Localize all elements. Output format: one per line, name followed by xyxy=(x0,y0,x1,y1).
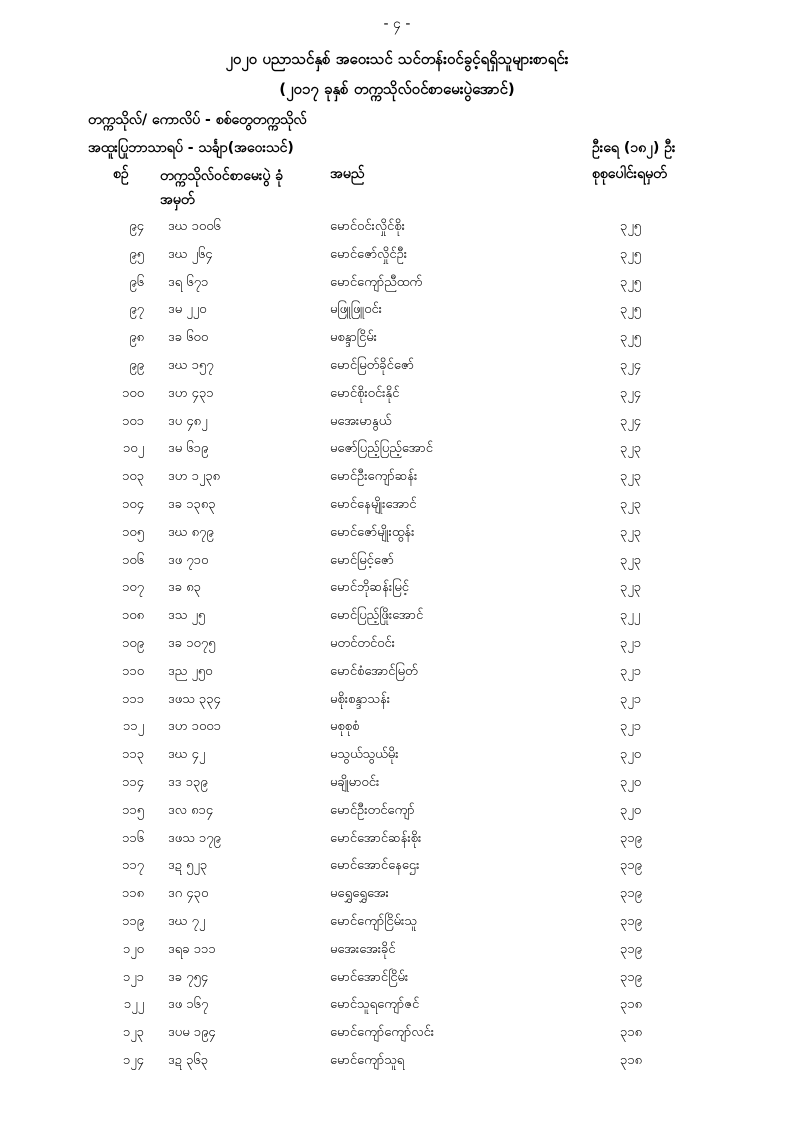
row-total-marks: ၃၂၃ xyxy=(620,552,642,568)
table-row xyxy=(0,271,794,299)
row-name: မစုစုစံ xyxy=(330,719,360,735)
row-name: မဇော်ပြည့်ပြည့်အောင် xyxy=(330,441,433,457)
row-serial-no: ၁၀၆ xyxy=(122,552,144,568)
row-name: မောင်ဦးကျော်ဆန်း xyxy=(330,469,418,485)
row-total-marks: ၃၂၃ xyxy=(620,580,642,596)
row-serial-no: ၁၀၄ xyxy=(122,496,144,512)
row-total-marks: ၃၂၁ xyxy=(620,691,642,707)
table-row xyxy=(0,910,794,938)
table-row xyxy=(0,854,794,882)
row-name: မောင်ကျော်သူရ xyxy=(330,1052,405,1068)
header-total-marks: စုစုပေါင်းရမှတ် xyxy=(592,166,667,182)
row-name: မစိုးစန္ဒာသန်း xyxy=(330,691,391,707)
row-name: မောင်ဇော်မျိုးထွန်း xyxy=(330,524,415,540)
row-total-marks: ၃၁၈ xyxy=(620,1052,643,1068)
document-title: ၂၀၂၀ ပညာသင်နှစ် အဝေးသင် သင်တန်းဝင်ခွင့်ရရှိသူများစာရင်း xyxy=(225,50,569,68)
row-name: မရွှေရွှေအေး xyxy=(330,886,389,902)
row-name: မောင်ဘိုဆန်းမြင့် xyxy=(330,580,409,596)
row-total-marks: ၃၂၁ xyxy=(620,663,642,679)
row-serial-no: ၉၆ xyxy=(129,274,144,290)
row-name: မောင်ဝင်းလှိုင်စိုး xyxy=(330,219,405,234)
row-name: မောင်ဇော်လှိုင်ဦး xyxy=(330,246,408,262)
table-row xyxy=(0,382,794,410)
table-row xyxy=(0,465,794,493)
row-total-marks: ၃၂၄ xyxy=(620,357,642,373)
row-roll-number: ဒဃ ၁၅၇ xyxy=(168,357,214,373)
table-row xyxy=(0,743,794,771)
row-name: မောင်မြင့်ဇော် xyxy=(330,552,394,568)
row-name: မောင်အောင်နေဌေး xyxy=(330,858,420,874)
row-serial-no: ၁၁၃ xyxy=(122,747,144,763)
row-total-marks: ၃၂၅ xyxy=(620,302,642,318)
row-name: မအေးမာနွယ် xyxy=(330,413,392,429)
row-total-marks: ၃၂၅ xyxy=(620,330,642,346)
row-name: မောင်သူရကျော်ဇင် xyxy=(330,997,420,1013)
row-name: မောင်ကျော်ငြိမ်းသူ xyxy=(330,913,417,929)
row-name: မစန္ဒာငြိမ်း xyxy=(330,330,377,346)
table-row xyxy=(0,966,794,994)
row-name: မတင်တင်ဝင်း xyxy=(330,635,395,651)
row-roll-number: ဒဃ ၁၀၀၆ xyxy=(168,219,221,234)
row-roll-number: ဒရ ၆၇၁ xyxy=(168,274,209,290)
table-row xyxy=(0,604,794,632)
row-serial-no: ၉၇ xyxy=(129,302,144,318)
row-roll-number: ဒဂ ၄၃၀ xyxy=(168,886,209,902)
row-roll-number: ဒဒ ၁၃၉ xyxy=(168,774,208,790)
row-serial-no: ၁၂၄ xyxy=(122,1052,144,1068)
header-name: အမည် xyxy=(330,166,365,182)
document-subtitle: (၂၀၁၇ ခုနှစ် တက္ကသိုလ်ဝင်စာမေးပွဲအောင်) xyxy=(279,80,515,98)
row-total-marks: ၃၁၈ xyxy=(620,1025,643,1041)
row-roll-number: ဒဍ ၅၂၃ xyxy=(168,858,208,874)
row-roll-number: ဒမ ၂၂၀ xyxy=(168,302,207,318)
results-table xyxy=(0,215,794,1077)
row-roll-number: ဒလ ၈၁၄ xyxy=(168,802,214,818)
row-name: မောင်ကျော်ကျော်လင်း xyxy=(330,1025,435,1041)
row-roll-number: ဒဖသ ၁၇၉ xyxy=(168,830,221,846)
row-total-marks: ၃၂၃ xyxy=(620,469,642,485)
row-serial-no: ၁၁၀ xyxy=(122,663,144,679)
table-row xyxy=(0,521,794,549)
row-name: မောင်စံအောင်မြတ် xyxy=(330,663,418,679)
table-row xyxy=(0,715,794,743)
table-row xyxy=(0,660,794,688)
row-roll-number: ဒခ ၆၀၀ xyxy=(168,330,209,346)
row-roll-number: ဒဃ ၂၆၄ xyxy=(168,246,213,262)
row-name: မောင်မြတ်ခိုင်ဇော် xyxy=(330,357,414,373)
row-name: မောင်ဦးတင်ကျော် xyxy=(330,802,415,818)
row-serial-no: ၁၀၃ xyxy=(122,469,144,485)
row-serial-no: ၁၂၀ xyxy=(122,941,144,957)
row-serial-no: ၉၉ xyxy=(129,357,144,373)
row-name: မောင်အောင်ဆန်းစိုး xyxy=(330,830,422,846)
row-roll-number: ဒဖ ၇၁၀ xyxy=(168,552,209,568)
table-row xyxy=(0,1049,794,1077)
row-roll-number: ဒဖသ ၃၃၄ xyxy=(168,691,221,707)
university-label: တက္ကသိုလ်/ ကောလိပ် - စစ်တွေတက္ကသိုလ် xyxy=(88,112,307,128)
row-serial-no: ၁၂၂ xyxy=(123,997,144,1013)
row-roll-number: ဒခ ၇၅၄ xyxy=(168,969,209,985)
row-serial-no: ၁၀၀ xyxy=(122,385,144,401)
row-serial-no: ၁၀၉ xyxy=(122,635,144,651)
table-row xyxy=(0,243,794,271)
row-serial-no: ၁၂၁ xyxy=(122,969,144,985)
row-roll-number: ဒသ ၂၅ xyxy=(168,608,206,624)
row-name: မောင်ကျော်ညီထက် xyxy=(330,274,423,290)
table-row xyxy=(0,354,794,382)
row-serial-no: ၁၀၅ xyxy=(122,524,144,540)
table-row xyxy=(0,437,794,465)
row-roll-number: ဒဃ ၄၂ xyxy=(168,747,206,763)
row-roll-number: ဒခ ၈၃ xyxy=(168,580,201,596)
row-roll-number: ဒပမ ၁၉၄ xyxy=(168,1025,216,1041)
row-name: မအေးအေးခိုင် xyxy=(330,941,396,957)
row-roll-number: ဒဃ ၇၂ xyxy=(168,913,206,929)
row-total-marks: ၃၁၈ xyxy=(620,997,643,1013)
table-row xyxy=(0,799,794,827)
row-serial-no: ၁၁၉ xyxy=(122,913,144,929)
row-total-marks: ၃၁၉ xyxy=(620,941,642,957)
row-serial-no: ၁၀၇ xyxy=(122,580,144,596)
row-total-marks: ၃၂၁ xyxy=(620,719,642,735)
row-roll-number: ဒဟ ၁၂၃၈ xyxy=(168,469,221,485)
row-name: မောင်နေမျိုးအောင် xyxy=(330,496,417,512)
table-row xyxy=(0,882,794,910)
row-roll-number: ဒဟ ၄၃၁ xyxy=(168,385,214,401)
row-name: မသွယ်သွယ်မိုး xyxy=(330,747,399,763)
table-row xyxy=(0,215,794,243)
row-serial-no: ၁၀၂ xyxy=(122,441,144,457)
row-roll-number: ဒည ၂၅၀ xyxy=(168,663,213,679)
row-serial-no: ၁၁၁ xyxy=(122,691,144,707)
row-serial-no: ၉၄ xyxy=(129,219,144,234)
table-row xyxy=(0,549,794,577)
row-serial-no: ၁၀၈ xyxy=(121,608,144,624)
row-total-marks: ၃၁၉ xyxy=(620,858,642,874)
table-row xyxy=(0,298,794,326)
specialization-label: အထူးပြုဘာသာရပ် - သင်္ချာ(အဝေးသင်) xyxy=(88,140,294,156)
row-roll-number: ဒမ ၆၁၉ xyxy=(168,441,209,457)
row-serial-no: ၁၁၈ xyxy=(121,886,144,902)
row-serial-no: ၁၀၁ xyxy=(122,413,144,429)
row-roll-number: ဒဍ ၃၆၃ xyxy=(168,1052,209,1068)
row-total-marks: ၃၁၉ xyxy=(620,830,642,846)
row-total-marks: ၃၂၃ xyxy=(620,441,642,457)
row-total-marks: ၃၂၄ xyxy=(620,413,642,429)
row-total-marks: ၃၂၀ xyxy=(620,747,642,763)
row-total-marks: ၃၂၅ xyxy=(620,274,642,290)
total-count: ဦးရေ (၁၈၂) ဦး xyxy=(592,140,676,156)
row-serial-no: ၁၁၄ xyxy=(122,774,144,790)
page-number: - ၄ - xyxy=(383,16,411,32)
row-total-marks: ၃၂၀ xyxy=(620,774,642,790)
row-roll-number: ဒဃ ၈၇၉ xyxy=(168,524,214,540)
row-total-marks: ၃၁၉ xyxy=(620,969,642,985)
row-roll-number: ဒဟ ၁၀၀၁ xyxy=(168,719,221,735)
table-row xyxy=(0,493,794,521)
row-serial-no: ၁၁၆ xyxy=(122,830,144,846)
row-name: မောင်အောင်ငြိမ်း xyxy=(330,969,409,985)
row-total-marks: ၃၂၁ xyxy=(620,635,642,651)
table-row xyxy=(0,410,794,438)
table-row xyxy=(0,993,794,1021)
row-name: မောင်စိုးဝင်းနိုင် xyxy=(330,385,400,401)
row-serial-no: ၉၈ xyxy=(129,330,144,346)
table-row xyxy=(0,326,794,354)
row-serial-no: ၁၁၇ xyxy=(122,858,144,874)
row-name: မချိုမာဝင်း xyxy=(330,774,380,790)
table-row xyxy=(0,632,794,660)
row-total-marks: ၃၁၉ xyxy=(620,913,642,929)
row-total-marks: ၃၂၃ xyxy=(620,524,642,540)
table-row xyxy=(0,827,794,855)
row-total-marks: ၃၂၃ xyxy=(620,496,642,512)
row-roll-number: ဒဖ ၁၆၇ xyxy=(168,997,209,1013)
row-total-marks: ၃၂၅ xyxy=(620,246,642,262)
row-name: မဖြူဖြူဝင်း xyxy=(330,302,382,318)
row-roll-number: ဒပ ၄၈၂ xyxy=(168,413,208,429)
row-serial-no: ၁၁၂ xyxy=(122,719,144,735)
row-roll-number: ဒခ ၁၀၇၅ xyxy=(168,635,216,651)
row-name: မောင်ပြည့်ဖြိုးအောင် xyxy=(330,608,424,624)
row-total-marks: ၃၂၂ xyxy=(620,608,641,624)
row-serial-no: ၁၁၅ xyxy=(122,802,144,818)
table-row xyxy=(0,1021,794,1049)
row-roll-number: ဒရခ ၁၁၁ xyxy=(168,941,216,957)
header-roll-number: တက္ကသိုလ်ဝင်စာမေးပွဲ ခုံအမှတ် xyxy=(160,168,284,208)
table-row xyxy=(0,688,794,716)
row-serial-no: ၁၂၃ xyxy=(122,1025,144,1041)
table-row xyxy=(0,938,794,966)
table-row xyxy=(0,771,794,799)
row-total-marks: ၃၁၉ xyxy=(620,886,642,902)
row-total-marks: ၃၂၅ xyxy=(620,219,642,234)
row-serial-no: ၉၅ xyxy=(129,246,144,262)
table-row xyxy=(0,576,794,604)
row-total-marks: ၃၂၀ xyxy=(620,802,642,818)
row-total-marks: ၃၂၄ xyxy=(620,385,642,401)
row-roll-number: ဒခ ၁၃၈၃ xyxy=(168,496,216,512)
header-serial-no: စဉ် xyxy=(113,166,129,182)
